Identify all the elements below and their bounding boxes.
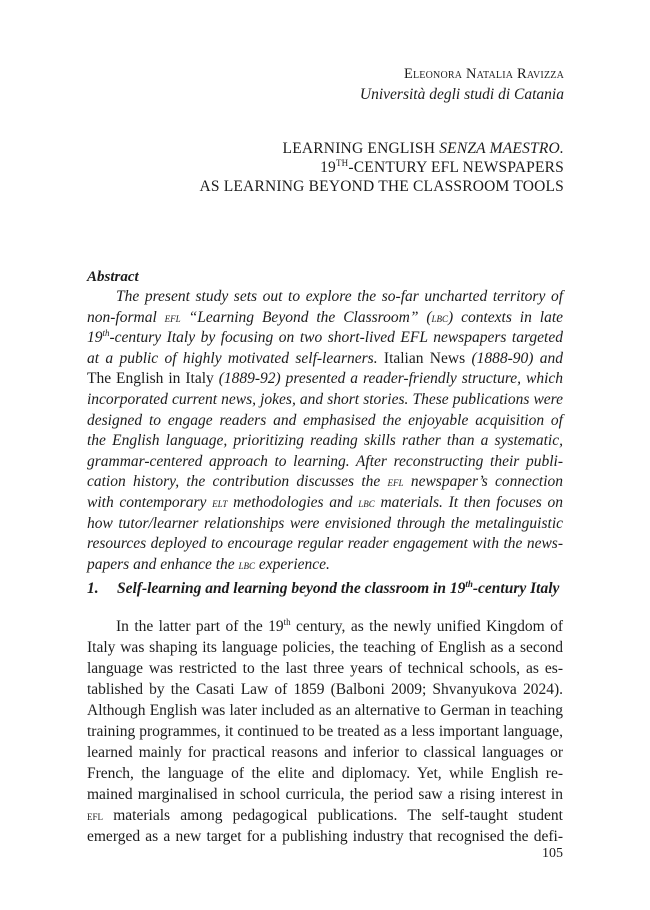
body-line: learned mainly for practical reasons and inferior to classical languages or bbox=[87, 744, 563, 761]
body-line: Although English was later included as an alternative to German in teaching bbox=[87, 702, 563, 719]
body-line: tablished by the Casati Law of 1859 (Balboni 2009; Shvanyukova 2024). bbox=[87, 681, 563, 698]
article-title bbox=[199, 139, 564, 196]
body-line: In the latter part of the 19th century, as the newly unified Kingdom of bbox=[116, 617, 563, 635]
abstract-line: with contemporary elt methodologies and lbc materials. It then focuses on bbox=[87, 493, 564, 511]
abstract-line: resources deployed to encourage regular reader engagement with the news- bbox=[87, 535, 563, 553]
abstract-line: cation history, the contribution discusses the efl newspaper’s connection bbox=[87, 473, 564, 491]
abstract-line: at a public of highly motivated self-learners. Italian News (1888-90) and bbox=[87, 349, 563, 367]
abstract-line: grammar-centered approach to learning. After reconstructing their publi- bbox=[87, 452, 563, 470]
title-line-1: LEARNING ENGLISH SENZA MAESTRO. bbox=[282, 140, 564, 157]
body-line: French, the language of the elite and diplomacy. Yet, while English re- bbox=[87, 765, 563, 782]
abstract-line: The present study sets out to explore the so-far uncharted territory of bbox=[116, 288, 563, 305]
title-line-3: AS LEARNING BEYOND THE CLASSROOM TOOLS bbox=[199, 178, 564, 195]
abstract-line: how tutor/learner relationships were envisioned through the metalinguistic bbox=[87, 514, 563, 532]
abstract-line: 19th-century Italy by focusing on two short-lived EFL newspapers targeted bbox=[87, 328, 563, 347]
section-heading bbox=[87, 579, 563, 599]
abstract-line: the English language, prioritizing reading skills rather than a systematic, bbox=[87, 432, 563, 450]
body-line: emerged as a new target for a publishing industry that recognised the defi- bbox=[87, 828, 563, 845]
body-paragraph bbox=[87, 616, 563, 847]
body-line: training programmes, it continued to be treated as a less important language, bbox=[87, 723, 563, 740]
abstract-line: papers and enhance the lbc experience. bbox=[87, 555, 330, 573]
abstract bbox=[87, 267, 563, 575]
body-line: efl materials among pedagogical publications. The self-taught student bbox=[87, 807, 563, 824]
page-number: 105 bbox=[542, 846, 563, 861]
title-line-2: 19TH-CENTURY EFL NEWSPAPERS bbox=[320, 158, 564, 176]
section-number: 1. bbox=[87, 580, 99, 597]
author-affiliation: Università degli studi di Catania bbox=[359, 86, 564, 103]
body-line: language was restricted to the last three years of technical schools, as es- bbox=[87, 660, 563, 677]
author-block bbox=[360, 64, 564, 106]
abstract-heading: Abstract bbox=[87, 269, 139, 285]
section-title: Self-learning and learning beyond the classroom in 19th-century Italy bbox=[117, 579, 560, 597]
abstract-line: designed to engage readers and emphasised the enjoyable acquisition of bbox=[87, 411, 563, 429]
abstract-line: incorporated current news, jokes, and short stories. These publications were bbox=[87, 390, 563, 408]
abstract-line: The English in Italy (1889-92) presented a reader-friendly structure, which bbox=[87, 370, 564, 388]
body-line: mained marginalised in school curricula, the period saw a rising interest in bbox=[87, 786, 563, 803]
body-line: Italy was shaping its language policies, the teaching of English as a second bbox=[87, 639, 563, 656]
author-name: Eleonora Natalia Ravizza bbox=[403, 66, 564, 82]
abstract-line: non-formal efl “Learning Beyond the Classroom” (lbc) contexts in late bbox=[87, 308, 564, 326]
